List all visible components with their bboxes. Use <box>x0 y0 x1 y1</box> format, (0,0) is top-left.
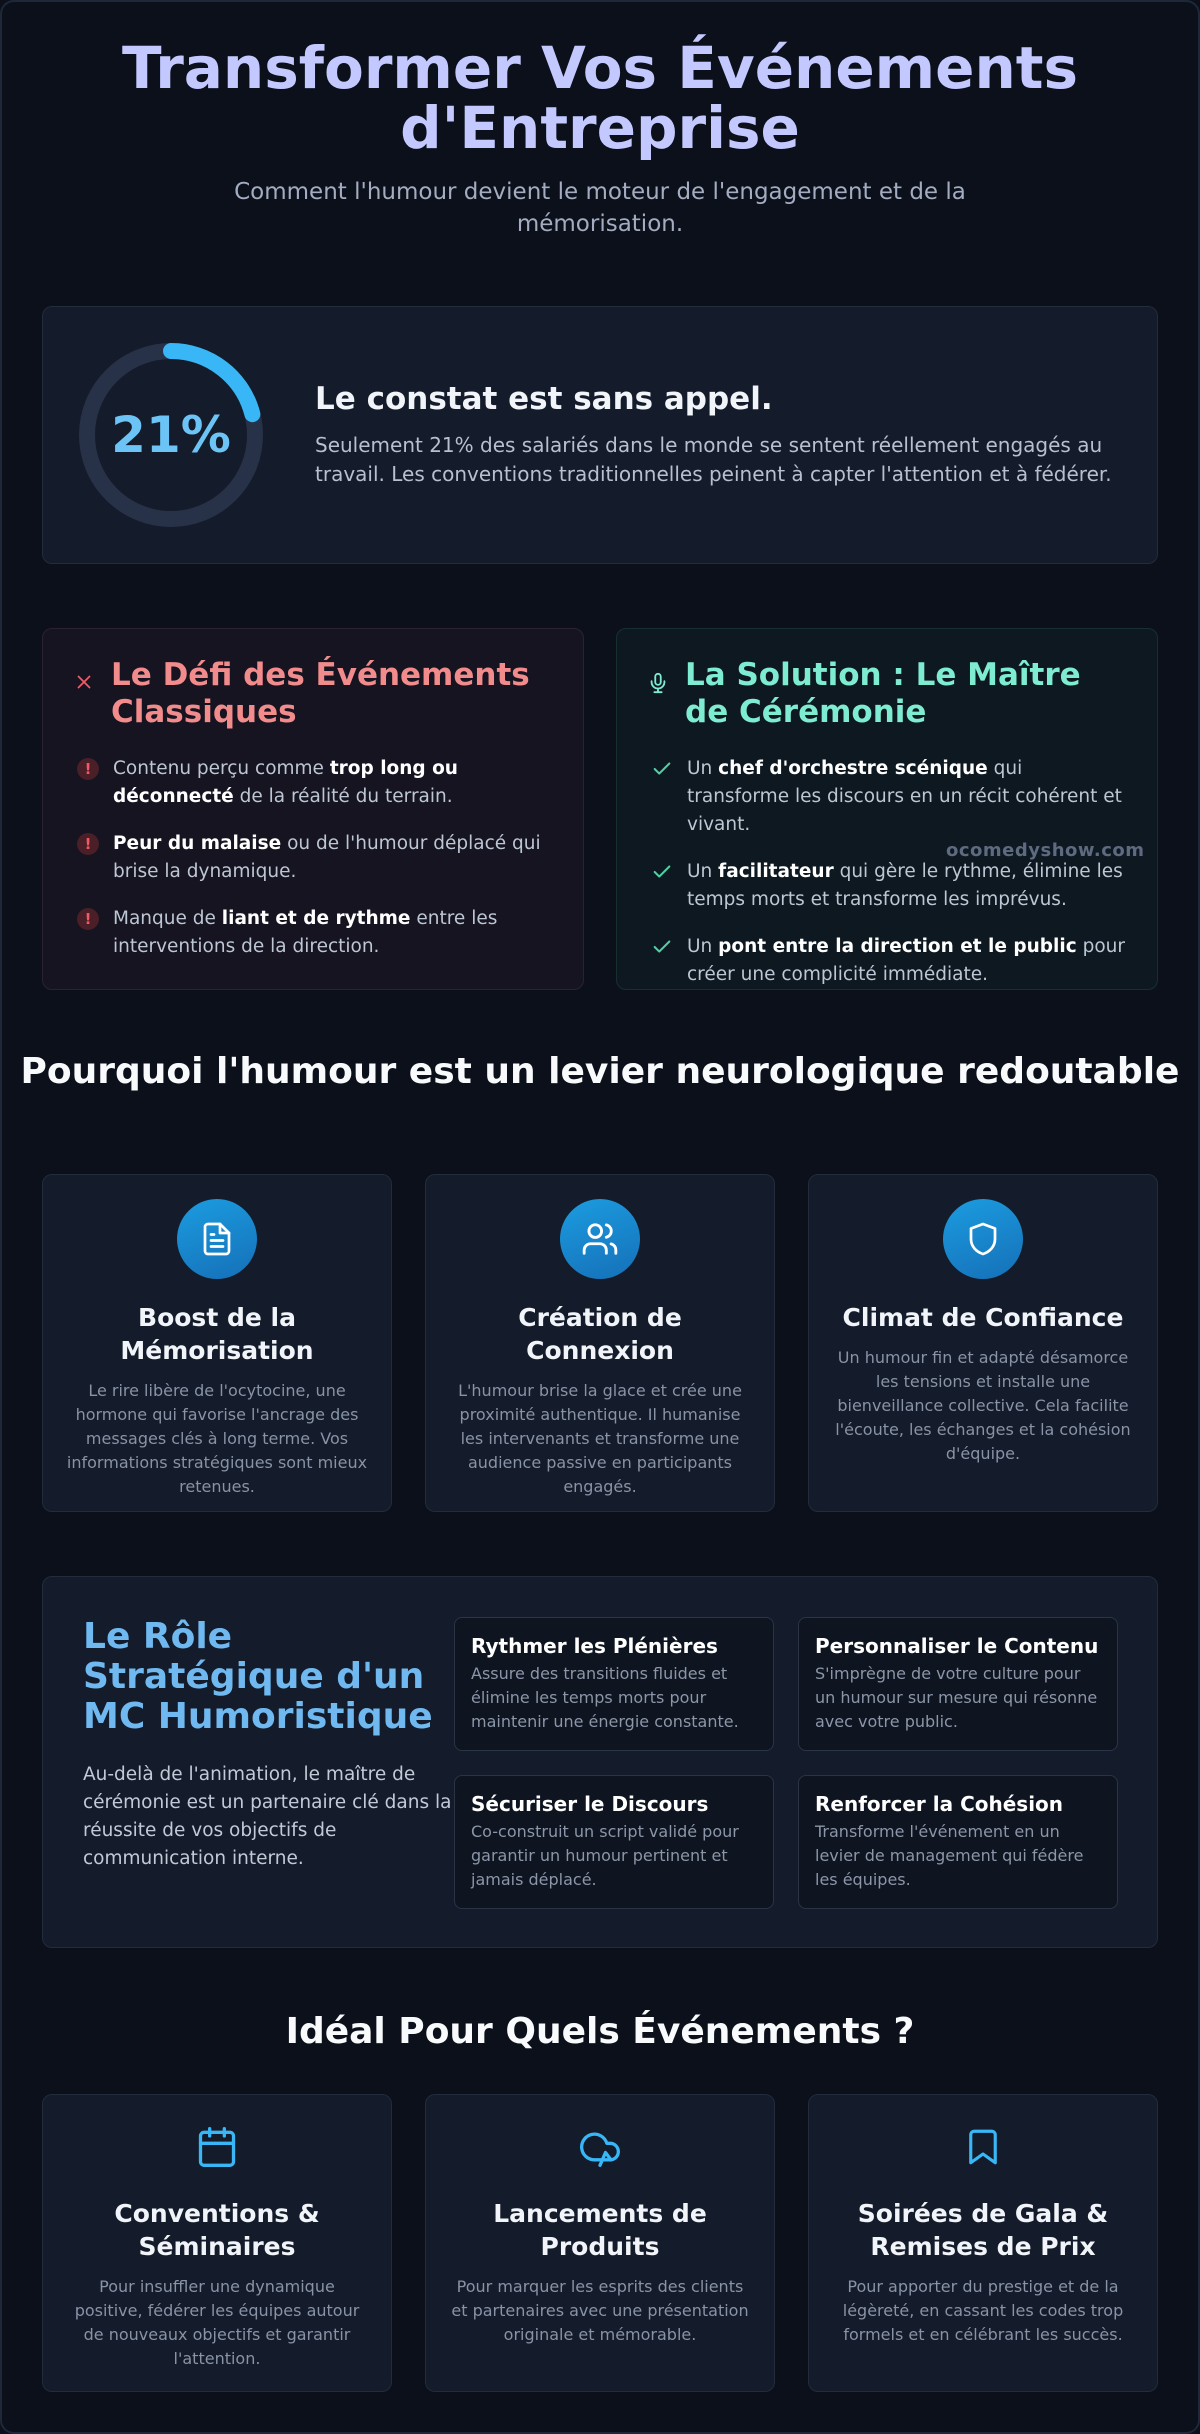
role-title: Le Rôle Stratégique d'un MC Humoristique <box>83 1616 433 1737</box>
role-item <box>454 1617 774 1751</box>
feature-card <box>425 1174 775 1512</box>
microphone-icon <box>647 671 675 699</box>
role-card <box>42 1576 1158 1948</box>
list-item: ! Manque de liant et de rythme entre les interventions de la direction. <box>73 905 553 961</box>
document-icon <box>177 1199 257 1279</box>
feature-title: Climat de Confiance <box>842 1303 1124 1332</box>
bookmark-icon <box>831 2125 1135 2173</box>
feature-title: Création de Connexion <box>518 1303 682 1365</box>
calendar-icon <box>65 2125 369 2173</box>
role-item <box>798 1775 1118 1909</box>
stat-title: Le constat est sans appel. <box>315 381 773 417</box>
rocket-cloud-icon <box>448 2125 752 2173</box>
list-item: ! Contenu perçu comme trop long ou déconnecté de la réalité du terrain. <box>73 755 553 811</box>
problem-card <box>42 628 584 990</box>
feature-text: Le rire libère de l'ocytocine, une hormone qui favorise l'ancrage des messages clés à long terme. Vos informations stratégiques sont mieux retenues. <box>66 1381 368 1496</box>
page-subtitle: Comment l'humour devient le moteur de l'engagement et de la mémorisation. <box>234 179 966 237</box>
event-text: Pour insuffler une dynamique positive, fédérer les équipes autour de nouveaux objectifs et garantir l'attention. <box>74 2277 360 2368</box>
role-text: Au-delà de l'animation, le maître de cérémonie est un partenaire clé dans la réussite de vos objectifs de communication interne. <box>83 1764 452 1869</box>
feature-card <box>808 1174 1158 1512</box>
solution-card <box>616 628 1158 990</box>
role-item-title: Rythmer les Plénières <box>471 1634 718 1658</box>
stat-description: Seulement 21% des salariés dans le monde se sentent réellement engagés au travail. Les conventions traditionnelles peinent à capter l'attention et à fédérer. <box>315 433 1112 486</box>
list-item: Un chef d'orchestre scénique qui transforme les discours en un récit cohérent et vivant. <box>647 755 1127 839</box>
role-item-text: Co-construit un script validé pour garantir un humour pertinent et jamais déplacé. <box>471 1822 739 1889</box>
feature-text: Un humour fin et adapté désamorce les tensions et installe une bienveillance collective. Cela facilite l'écoute, les échanges et la cohésion d'équipe. <box>835 1348 1131 1463</box>
list-item: ! Peur du malaise ou de l'humour déplacé qui brise la dynamique. <box>73 830 553 886</box>
list-item: Un pont entre la direction et le public pour créer une complicité immédiate. <box>647 933 1127 989</box>
event-card <box>425 2094 775 2392</box>
page-title: Transformer Vos Événements d'Entreprise <box>122 34 1078 162</box>
shield-icon <box>943 1199 1023 1279</box>
stat-card <box>42 306 1158 564</box>
close-icon <box>73 671 101 697</box>
users-icon <box>560 1199 640 1279</box>
warning-icon: ! <box>77 758 99 780</box>
why-section-title: Pourquoi l'humour est un levier neurologique redoutable <box>20 1051 1180 1092</box>
problem-title: Le Défi des Événements Classiques <box>111 657 530 730</box>
feature-card <box>42 1174 392 1512</box>
role-item-title: Renforcer la Cohésion <box>815 1792 1064 1816</box>
event-card <box>808 2094 1158 2392</box>
event-card <box>42 2094 392 2392</box>
role-item-title: Sécuriser le Discours <box>471 1792 709 1816</box>
event-title: Soirées de Gala & Remises de Prix <box>857 2199 1109 2261</box>
check-icon <box>647 936 677 958</box>
event-title: Conventions & Séminaires <box>114 2199 320 2261</box>
event-title: Lancements de Produits <box>493 2199 707 2261</box>
event-text: Pour apporter du prestige et de la légèreté, en cassant les codes trop formels et en célébrant les succès. <box>842 2277 1124 2344</box>
event-text: Pour marquer les esprits des clients et partenaires avec une présentation originale et mémorable. <box>451 2277 749 2344</box>
role-item-text: S'imprègne de votre culture pour un humour sur mesure qui résonne avec votre public. <box>815 1664 1098 1731</box>
watermark: ocomedyshow.com <box>946 840 1145 861</box>
role-item-title: Personnaliser le Contenu <box>815 1634 1099 1658</box>
role-item-text: Transforme l'événement en un levier de management qui fédère les équipes. <box>815 1822 1084 1889</box>
role-item <box>454 1775 774 1909</box>
role-item <box>798 1617 1118 1751</box>
warning-icon: ! <box>77 908 99 930</box>
check-icon <box>647 758 677 780</box>
feature-text: L'humour brise la glace et crée une proximité authentique. Il humanise les intervenants et transforme une audience passive en participants engagés. <box>458 1381 742 1496</box>
solution-title: La Solution : Le Maître de Cérémonie <box>685 657 1081 730</box>
check-icon <box>647 861 677 883</box>
feature-title: Boost de la Mémorisation <box>120 1303 314 1365</box>
stat-value: 21% <box>111 406 231 464</box>
role-item-text: Assure des transitions fluides et élimine les temps morts pour maintenir une énergie constante. <box>471 1664 739 1731</box>
list-item: Un facilitateur qui gère le rythme, élimine les temps morts et transforme les imprévus. <box>647 858 1127 914</box>
events-section-title: Idéal Pour Quels Événements ? <box>285 2011 915 2052</box>
warning-icon: ! <box>77 833 99 855</box>
page-header <box>0 34 1200 240</box>
